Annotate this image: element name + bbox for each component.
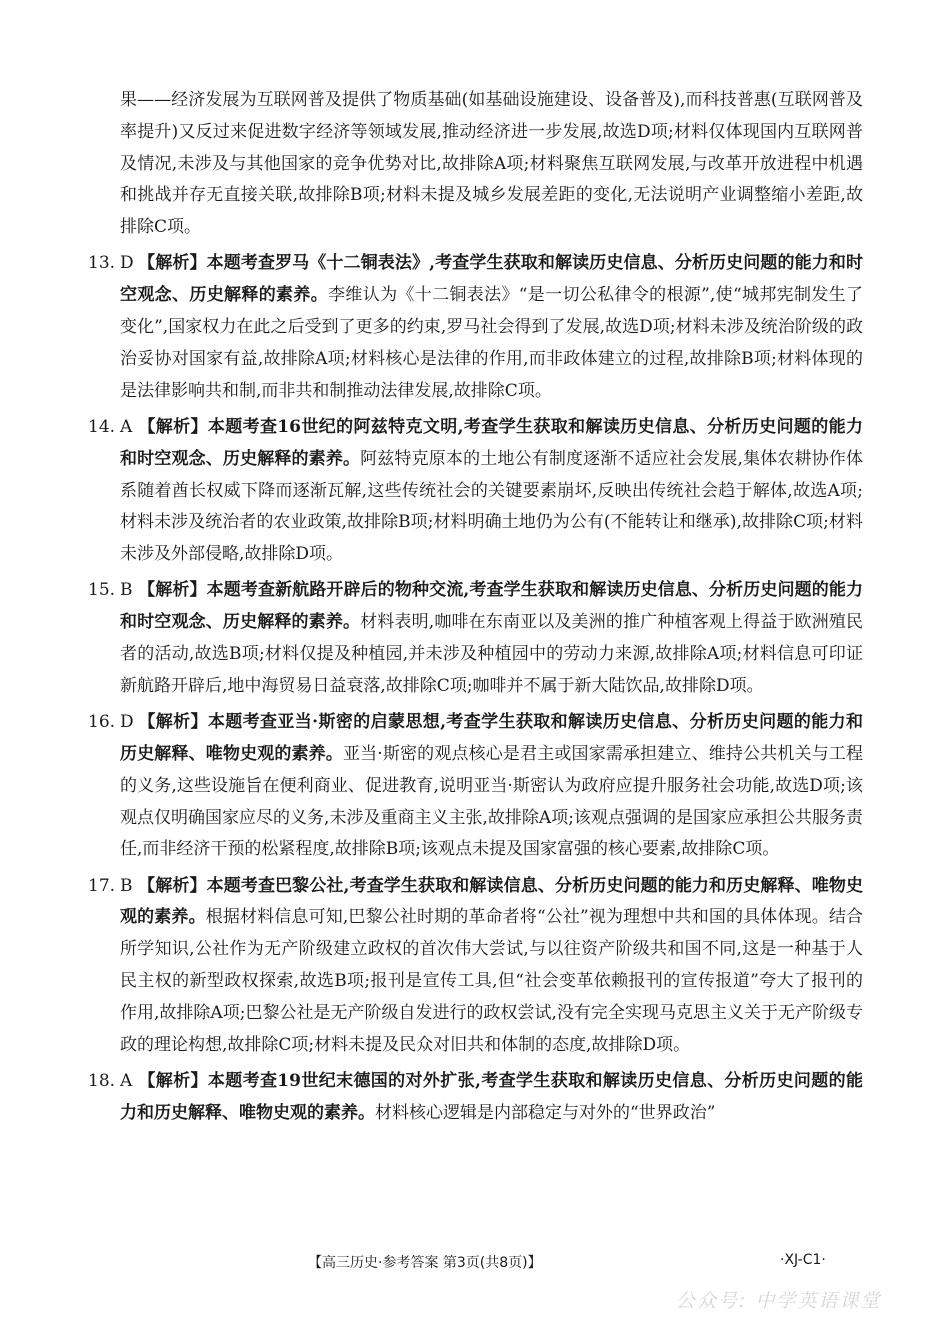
page-footer xyxy=(0,1252,950,1282)
answer-letter: D xyxy=(120,712,134,733)
analysis-tag: 【解析】 xyxy=(138,416,208,437)
question-explanation: 材料表明,咖啡在东南亚以及美洲的推广种植客观上得益于欧洲殖民者的活动,故选B项;材料仅提及种植园,并未涉及种植园中的劳动力来源,故排除A项;材料信息可印证新航路开辟后,地中海贸易日益衰落,故排除C项;咖啡并不属于新大陆饮品,故排除D项。 xyxy=(120,612,864,696)
answer-content xyxy=(88,85,863,1134)
lead-paragraph: 果——经济发展为互联网普及提供了物质基础(如基础设施建设、设备普及),而科技普惠(互联网普及率提升)又反过来促进数字经济等领域发展,推动经济进一步发展,故选D项;材料仅体现国内互联网普及情况,未涉及与其他国家的竞争优势对比,故排除A项;材料聚焦互联网发展,与改革开放进程中机遇和挑战并存无直接关联,故排除B项;材料未提及城乡发展差距的变化,无法说明产业调整缩小差距,故排除C项。 xyxy=(120,90,863,238)
analysis-tag: 【解析】 xyxy=(138,1070,208,1091)
question-18 xyxy=(88,1066,863,1130)
answer-letter: B xyxy=(120,875,133,896)
question-number: 14. xyxy=(88,416,116,437)
answer-letter: A xyxy=(120,416,133,437)
question-summary: 本题考查19世纪末德国的对外扩张,考查学生获取和解读历史信息、分析历史问题的能力和历史解释、唯物史观的素养。 xyxy=(120,1070,864,1123)
question-number: 16. xyxy=(88,712,116,733)
question-number: 17. xyxy=(88,875,116,896)
question-summary: 本题考查巴黎公社,考查学生获取和解读信息、分析历史问题的能力和历史解释、唯物史观的素养。 xyxy=(120,875,863,928)
question-explanation: 阿兹特克原本的土地公有制度逐渐不适应社会发展,集体农耕协作体系随着酋长权威下降而逐渐瓦解,这些传统社会的关键要素崩坏,反映出传统社会趋于解体,故选A项;材料未涉及统治者的农业政策,故排除B项;材料明确土地仍为公有(不能转让和继承),故排除C项;材料未涉及外部侵略,故排除D项。 xyxy=(120,448,864,565)
question-number: 15. xyxy=(88,580,116,601)
question-14 xyxy=(88,412,863,571)
footer-title: 【高三历史·参考答案 第3页(共8页)】 xyxy=(308,1255,542,1271)
question-number: 18. xyxy=(88,1070,116,1091)
question-17 xyxy=(88,871,863,1062)
question-16 xyxy=(88,707,863,866)
question-15 xyxy=(88,575,863,702)
answer-letter: A xyxy=(120,1070,133,1091)
footer-code: ·XJ-C1· xyxy=(780,1252,826,1268)
question-summary: 本题考查亚当·斯密的启蒙思想,考查学生获取和解读历史信息、分析历史问题的能力和历史解释、唯物史观的素养。 xyxy=(120,712,864,764)
question-explanation: 李维认为《十二铜表法》“是一切公私律令的根源”,使“城邦宪制发生了变化”,国家权力在此之后受到了更多的约束,罗马社会得到了发展,故选D项;材料未涉及统治阶级的政治妥协对国家有益,故排除A项;材料核心是法律的作用,而非政体建立的过程,故排除B项;材料体现的是法律影响共和制,而非共和制推动法律发展,故排除C项。 xyxy=(120,285,864,401)
question-explanation: 亚当·斯密的观点核心是君主或国家需承担建立、维持公共机关与工程的义务,这些设施旨在便利商业、促进教育,说明亚当·斯密认为政府应提升服务社会功能,故选D项;该观点仅明确国家应尽的义务,未涉及重商主义主张,故排除A项;该观点强调的是国家应承担公共服务责任,而非经济干预的松紧程度,故排除B项;该观点未提及国家富强的核心要素,故排除C项。 xyxy=(120,743,864,860)
answer-letter: B xyxy=(120,580,133,601)
analysis-tag: 【解析】 xyxy=(138,875,207,896)
answer-letter: D xyxy=(120,253,134,274)
question-number: 13. xyxy=(88,253,116,274)
analysis-tag: 【解析】 xyxy=(138,712,208,733)
analysis-tag: 【解析】 xyxy=(138,580,207,601)
analysis-tag: 【解析】 xyxy=(138,253,207,274)
question-summary: 本题考查新航路开辟后的物种交流,考查学生获取和解读历史信息、分析历史问题的能力和时空观念、历史解释的素养。 xyxy=(120,580,863,633)
watermark-text: 公众号: 中学英语课堂 xyxy=(676,1290,882,1312)
question-explanation: 根据材料信息可知,巴黎公社时期的革命者将“公社”视为理想中共和国的具体体现。结合所学知识,公社作为无产阶级建立政权的首次伟大尝试,与以往资产阶级共和国不同,这是一种基于人民主权的新型政权探索,故选B项;报刊是宣传工具,但“社会变革依赖报刊的宣传报道”夸大了报刊的作用,故排除A项;巴黎公社是无产阶级自发进行的政权尝试,没有完全实现马克思主义关于无产阶级专政的理论构想,故排除C项;材料未提及民众对旧共和体制的态度,故排除D项。 xyxy=(120,907,864,1055)
question-summary: 本题考查罗马《十二铜表法》,考查学生获取和解读历史信息、分析历史问题的能力和时空观念、历史解释的素养。 xyxy=(120,253,863,306)
question-summary: 本题考查16世纪的阿兹特克文明,考查学生获取和解读历史信息、分析历史问题的能力和时空观念、历史解释的素养。 xyxy=(120,416,864,469)
question-explanation: 材料核心逻辑是内部稳定与对外的“世界政治” xyxy=(375,1102,716,1123)
question-13 xyxy=(88,248,863,407)
